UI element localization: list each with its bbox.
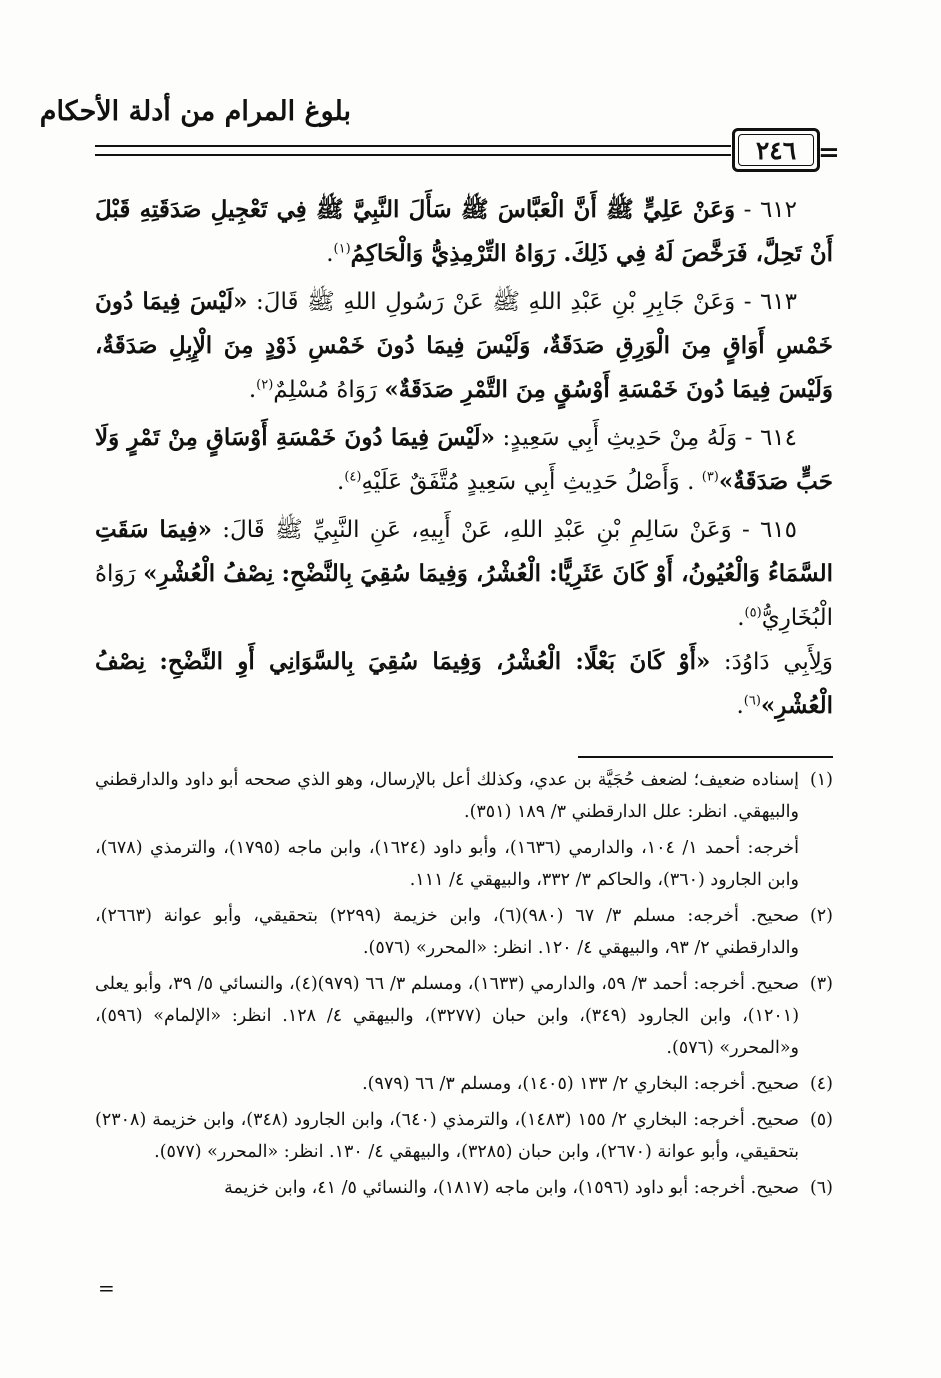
main-text xyxy=(95,188,833,732)
hadith-number: ٦١٢ - xyxy=(743,197,797,223)
footer-continuation-mark: = xyxy=(98,1276,115,1300)
footnote-text: صحيح. أخرجه: مسلم ٣/ ٦٧ (٩٨٠)(٦)، وابن خزيمة (٢٢٩٩) بتحقيقي، وأبو عوانة (٢٦٦٣)، والدارقطني ٢/ ٩٣، والبيهقي ٤/ ١٢٠. انظر: «المحرر» (٥٧٦). xyxy=(95,906,799,958)
footnote-ref: (٥) xyxy=(744,605,762,621)
footnote-ref: (٣) xyxy=(701,469,719,485)
hadith-number: ٦١٣ - xyxy=(743,289,798,315)
footnote-text: صحيح. أخرجه: أبو داود (١٥٩٦)، وابن ماجه (١٨١٧)، والنسائي ٥/ ٤١، وابن خزيمة xyxy=(224,1178,799,1198)
footnote-2 xyxy=(95,900,833,964)
hadith-quote: «فِيمَا سَقَتِ السَّمَاءُ وَالْعُيُونُ، أَوْ كَانَ عَثَرِيًّا: الْعُشْرُ، وَفِيمَا سُقِيَ بِالنَّضْحِ: نِصْفُ الْعُشْرِ» xyxy=(95,516,833,587)
footnotes xyxy=(95,764,833,1208)
hadith-intro: وَلَهُ مِنْ حَدِيثِ أَبِي سَعِيدٍ: xyxy=(502,425,738,451)
addition-intro: وَلِأَبِي دَاوُدَ: xyxy=(723,649,833,675)
hadith-613 xyxy=(95,280,833,412)
footnote-ref: (٦) xyxy=(743,693,761,709)
footnote-5 xyxy=(95,1104,833,1168)
hadith-source: . وَأَصْلُ حَدِيثِ أَبِي سَعِيدٍ مُتَّفَقٌ عَلَيْهِ xyxy=(361,469,695,495)
addition-quote: «أَوْ كَانَ بَعْلًا: الْعُشْرُ، وَفِيمَا سُقِيَ بِالسَّوَانِي أَوِ النَّضْحِ: نِصْفُ الْعُشْرِ» xyxy=(95,648,833,719)
header-rule-upper xyxy=(95,145,731,147)
footnote-number: (١) xyxy=(809,770,833,790)
footnote-number: (٦) xyxy=(809,1178,833,1198)
header-rule-lower xyxy=(95,154,731,156)
footnote-text: صحيح. أخرجه: أحمد ٣/ ٥٩، والدارمي (١٦٣٣)، ومسلم ٣/ ٦٦ (٩٧٩)(٤)، والنسائي ٥/ ٣٩، وأبو يعلى (١٢٠١)، وابن الجارود (٣٤٩)، وابن حبان (٣٢٧٧)، والبيهقي ٤/ ١٢٨. انظر: «الإلمام» (٥٩٦)، و«المحرر» (٥٧٦). xyxy=(95,974,800,1058)
footnote-1-continuation: أخرجه: أحمد ١/ ١٠٤، والدارمي (١٦٣٦)، وأبو داود (١٦٢٤)، وابن ماجه (١٧٩٥)، والترمذي (٦٧٨)، وابن الجارود (٣٦٠)، والحاكم ٣/ ٣٣٢، والبيهقي ٤/ ١١١. xyxy=(95,838,799,890)
hadith-614 xyxy=(95,416,833,504)
footnote-3 xyxy=(95,968,833,1064)
page-number-text: ٢٤٦ xyxy=(755,135,797,165)
footnote-number: (٢) xyxy=(809,906,833,926)
hadith-number: ٦١٤ - xyxy=(744,425,798,451)
footnote-number: (٤) xyxy=(809,1074,833,1094)
hadith-end: . xyxy=(737,605,745,631)
hadith-source: رَوَاهُ الْبُخَارِيُّ xyxy=(95,561,833,631)
page-number xyxy=(732,128,820,172)
footnote-separator xyxy=(578,756,833,758)
footnote-number: (٣) xyxy=(809,974,833,994)
hadith-end: . xyxy=(337,469,345,495)
hadith-source: رَوَاهُ مُسْلِمٌ xyxy=(273,377,377,403)
hadith-number: ٦١٥ - xyxy=(741,517,798,543)
addition-end: . xyxy=(736,693,744,719)
footnote-6 xyxy=(95,1172,833,1204)
hadith-end: . xyxy=(326,241,334,267)
footnote-text: صحيح. أخرجه: البخاري ٢/ ١٥٥ (١٤٨٣)، والترمذي (٦٤٠)، وابن الجارود (٣٤٨)، وابن خزيمة (٢٣٠٨) بتحقيقي، وأبو عوانة (٢٦٧٠)، وابن حبان (٣٢٨٥)، والبيهقي ٤/ ١٣٠. انظر: «المحرر» (٥٧٧). xyxy=(95,1110,799,1162)
hadith-612 xyxy=(95,188,833,276)
footnote-4 xyxy=(95,1068,833,1100)
footnote-ref: (٢) xyxy=(256,377,274,393)
footnote-text: صحيح. أخرجه: البخاري ٢/ ١٣٣ (١٤٠٥)، ومسلم ٣/ ٦٦ (٩٧٩). xyxy=(362,1074,799,1094)
hadith-end: . xyxy=(248,377,257,403)
footnote-ref: (١) xyxy=(333,241,351,257)
footnote-number: (٥) xyxy=(809,1110,833,1130)
footnote-text: إسناده ضعيف؛ لضعف حُجَيَّة بن عدي، وكذلك أعل بالإرسال، وهو الذي صححه أبو داود والدارقطني والبيهقي. انظر: علل الدارقطني ٣/ ١٨٩ (٣٥١). xyxy=(95,770,799,822)
hadith-text: وَعَنْ عَلِيٍّ ﷺ أَنَّ الْعَبَّاسَ ﷺ سَأَلَ النَّبِيَّ ﷺ فِي تَعْجِيلِ صَدَقَتِهِ قَبْلَ أَنْ تَحِلَّ، فَرَخَّصَ لَهُ فِي ذَلِكَ. رَوَاهُ التِّرْمِذِيُّ وَالْحَاكِمُ xyxy=(95,196,833,267)
hadith-615 xyxy=(95,508,833,728)
running-title: بلوغ المرام من أدلة الأحكام xyxy=(39,96,351,127)
hadith-quote: «لَيْسَ فِيمَا دُونَ خَمْسَةِ أَوْسَاقٍ مِنْ تَمْرٍ وَلَا حَبٍّ صَدَقَةٌ» xyxy=(95,424,833,495)
footnote-ref: (٤) xyxy=(344,469,362,485)
header-continuation-mark: = xyxy=(818,138,840,168)
hadith-quote: «لَيْسَ فِيمَا دُونَ خَمْسِ أَوَاقٍ مِنَ الْوَرِقِ صَدَقَةٌ، وَلَيْسَ فِيمَا دُونَ خَمْسِ ذَوْدٍ مِنَ الْإِبِلِ صَدَقَةٌ، وَلَيْسَ فِيمَا دُونَ خَمْسَةِ أَوْسُقٍ مِنَ التَّمْرِ صَدَقَةٌ» xyxy=(95,288,833,403)
hadith-intro: وَعَنْ سَالِمِ بْنِ عَبْدِ اللهِ، عَنْ أَبِيهِ، عَنِ النَّبِيِّ ﷺ قَالَ: xyxy=(222,517,732,543)
hadith-intro: وَعَنْ جَابِرِ بْنِ عَبْدِ اللهِ ﷺ عَنْ رَسُولِ اللهِ ﷺ قَالَ: xyxy=(256,289,736,315)
footnote-1 xyxy=(95,764,833,828)
